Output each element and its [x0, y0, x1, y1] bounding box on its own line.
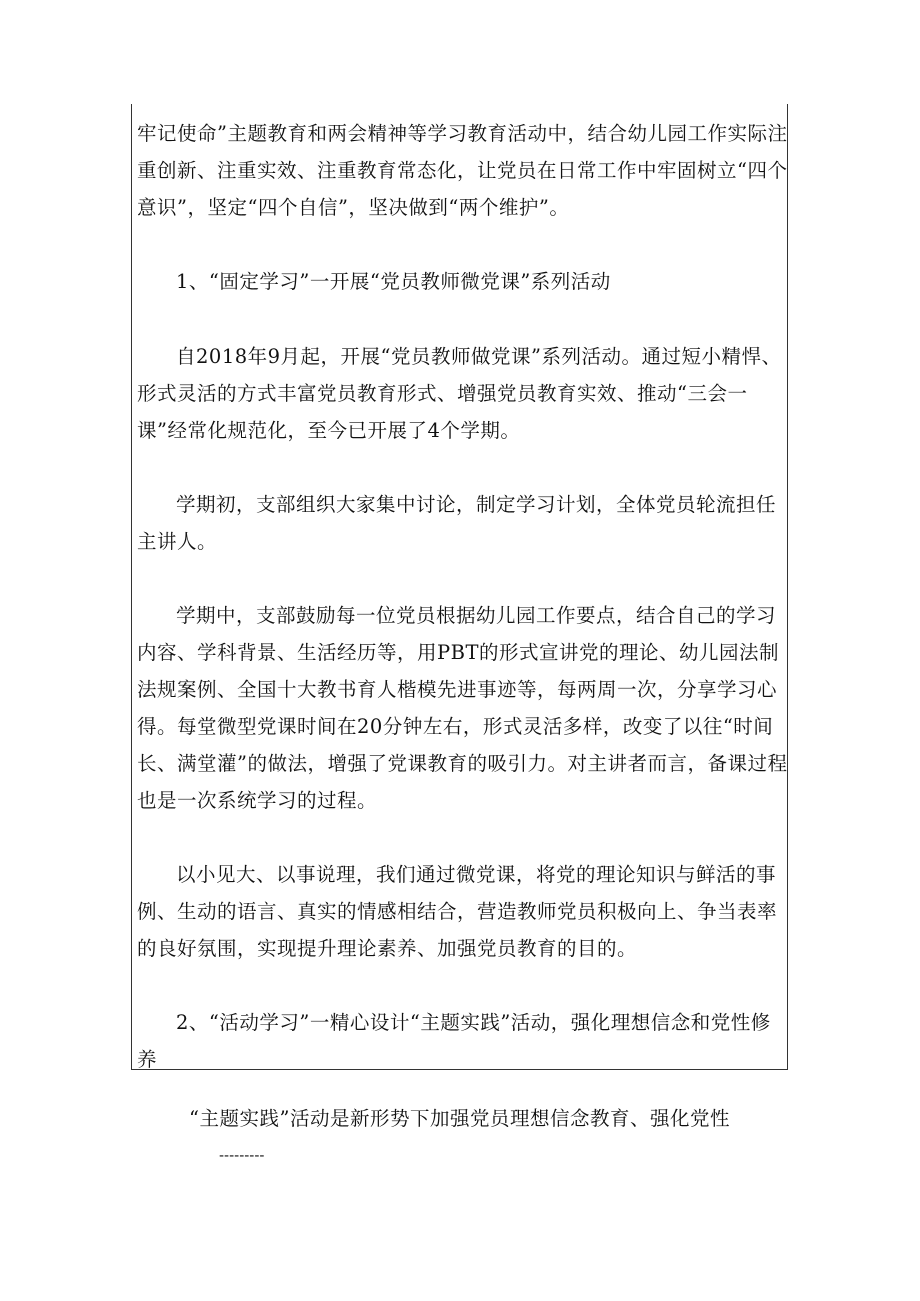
paragraph-semester-middle: 学期中，支部鼓励每一位党员根据幼儿园工作要点，结合自己的学习内容、学科背景、生活经历等，用PBT的形式宣讲党的理论、幼儿园法制法规案例、全国十大教书育人楷模先进事迹等，每两周一次，分享学习心得。每堂微型党课时间在20分钟左右，形式灵活多样，改变了以往“时间长、满堂灌”的做法，增强了党课教育的吸引力。对主讲者而言，备课过程也是一次系统学习的过程。: [137, 604, 788, 812]
paragraph-summary: 以小见大、以事说理，我们通过微党课，将党的理论知识与鲜活的事例、生动的语言、真实的情感相结合，营造教师党员积极向上、争当表率的良好氛围，实现提升理论素养、加强党员教育的目的。: [137, 863, 778, 960]
footer-dashes: ---------: [219, 1148, 265, 1164]
paragraph-intro: 牢记使命”主题教育和两会精神等学习教育活动中，结合幼儿园工作实际注重创新、注重实效、注重教育常态化，让党员在日常工作中牢固树立“四个意识”，坚定“四个自信”，坚决做到“两个维护”。: [137, 122, 788, 219]
footer-text: “主题实践”活动是新形势下加强党员理想信念教育、强化党性: [189, 1107, 730, 1130]
section-heading-2: 2、“活动学习”一精心设计“主题实践”活动，强化理想信念和党性修养: [137, 1011, 771, 1071]
paragraph-micro-course: 自2018年9月起，开展“党员教师做党课”系列活动。通过短小精悍、形式灵活的方式丰富党员教育形式、增强党员教育实效、推动“三会一课”经常化规范化，至今已开展了4个学期。: [137, 345, 782, 442]
paragraph-semester-start: 学期初，支部组织大家集中讨论，制定学习计划，全体党员轮流担任主讲人。: [137, 493, 777, 553]
section-heading-1: 1、“固定学习”一开展“党员教师微党课”系列活动: [176, 270, 611, 293]
